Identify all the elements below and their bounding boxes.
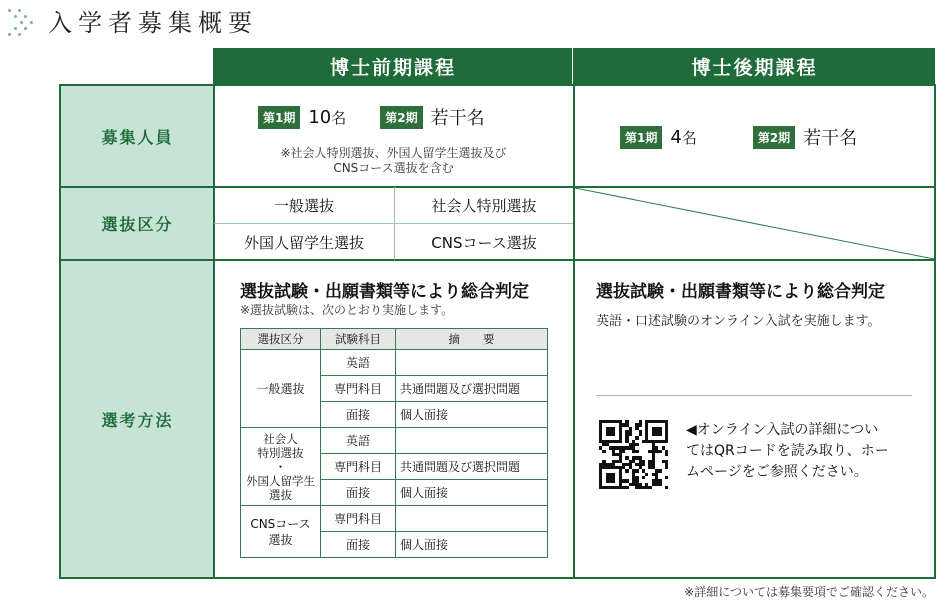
selection-international: 外国人留学生選抜 xyxy=(243,233,364,252)
group-adult-intl: 社会人 特別選抜 ・ 外国人留学生 選抜 xyxy=(241,428,321,506)
recruit-note: ※社会人特別選抜、外国人留学生選抜及び CNSコース選抜を含む xyxy=(280,146,507,175)
table-row: 専門科目 共通問題及び選択問題 xyxy=(241,454,548,480)
border-top xyxy=(59,84,936,86)
border-col2 xyxy=(573,48,575,579)
badge-phase2: 第2期 xyxy=(380,106,422,129)
label-selection-type: 選抜区分 xyxy=(61,187,214,260)
col-subject: 試験科目 xyxy=(321,329,396,350)
label-recruitment: 募集人員 xyxy=(61,85,214,187)
selection-general: 一般選抜 xyxy=(273,196,334,215)
section-title xyxy=(6,2,258,38)
exam-table xyxy=(240,328,548,558)
table-row: 面接 個人面接 xyxy=(241,532,548,558)
value-phase2: 若干名 xyxy=(803,128,858,149)
table-row: CNSコース 選抜 専門科目 xyxy=(241,506,548,532)
value-phase1: 4 xyxy=(670,126,682,148)
col-remarks: 摘 要 xyxy=(396,329,548,350)
selection-cns: CNSコース選抜 xyxy=(431,233,537,252)
recruit-first-row xyxy=(258,104,485,130)
method-first-heading: 選抜試験・出願書類等により総合判定 xyxy=(240,282,529,302)
footer-note: ※詳細については募集要項でご確認ください。 xyxy=(684,585,934,599)
badge-phase1: 第1期 xyxy=(620,126,662,149)
table-row: 面接 個人面接 xyxy=(241,480,548,506)
header-second-period: 博士後期課程 xyxy=(574,48,935,85)
header-first-period: 博士前期課程 xyxy=(214,48,572,85)
method-first-note: ※選抜試験は、次のとおり実施します。 xyxy=(240,303,454,317)
border-bottom xyxy=(59,577,936,579)
qr-code-icon xyxy=(599,420,668,489)
method-second-desc: 英語・口述試験のオンライン入試を実施します。 xyxy=(596,314,881,329)
recruit-second-row xyxy=(620,124,857,150)
col-selection: 選抜区分 xyxy=(241,329,321,350)
value-phase2: 若干名 xyxy=(430,108,485,129)
chevron-dots-icon xyxy=(6,5,36,35)
table-row: 専門科目 共通問題及び選択問題 xyxy=(241,376,548,402)
border-left xyxy=(59,84,61,579)
value-phase1: 10 xyxy=(308,106,332,128)
label-method: 選考方法 xyxy=(61,260,214,578)
table-row: 一般選抜 英語 xyxy=(241,350,548,376)
diagonal-slash xyxy=(575,188,934,259)
page-title: 入学者募集概要 xyxy=(48,8,258,37)
table-row: 社会人 特別選抜 ・ 外国人留学生 選抜 英語 xyxy=(241,428,548,454)
badge-phase2: 第2期 xyxy=(753,126,795,149)
badge-phase1: 第1期 xyxy=(258,106,300,129)
method-second-divider xyxy=(596,395,912,396)
group-general: 一般選抜 xyxy=(241,350,321,428)
group-cns: CNSコース 選抜 xyxy=(241,506,321,558)
selection-working-adult: 社会人特別選抜 xyxy=(431,196,537,215)
table-row: 面接 個人面接 xyxy=(241,402,548,428)
border-col1 xyxy=(213,48,215,579)
unit-phase1: 名 xyxy=(681,128,697,147)
unit-phase1: 名 xyxy=(331,108,347,127)
qr-instructions: ◀オンライン入試の詳細につい てはQRコードを読み取り、ホー ムページをご参照ください。 xyxy=(686,422,889,480)
exam-table-header xyxy=(241,329,548,350)
border-right xyxy=(934,84,936,579)
method-second-heading: 選抜試験・出願書類等により総合判定 xyxy=(596,282,885,302)
